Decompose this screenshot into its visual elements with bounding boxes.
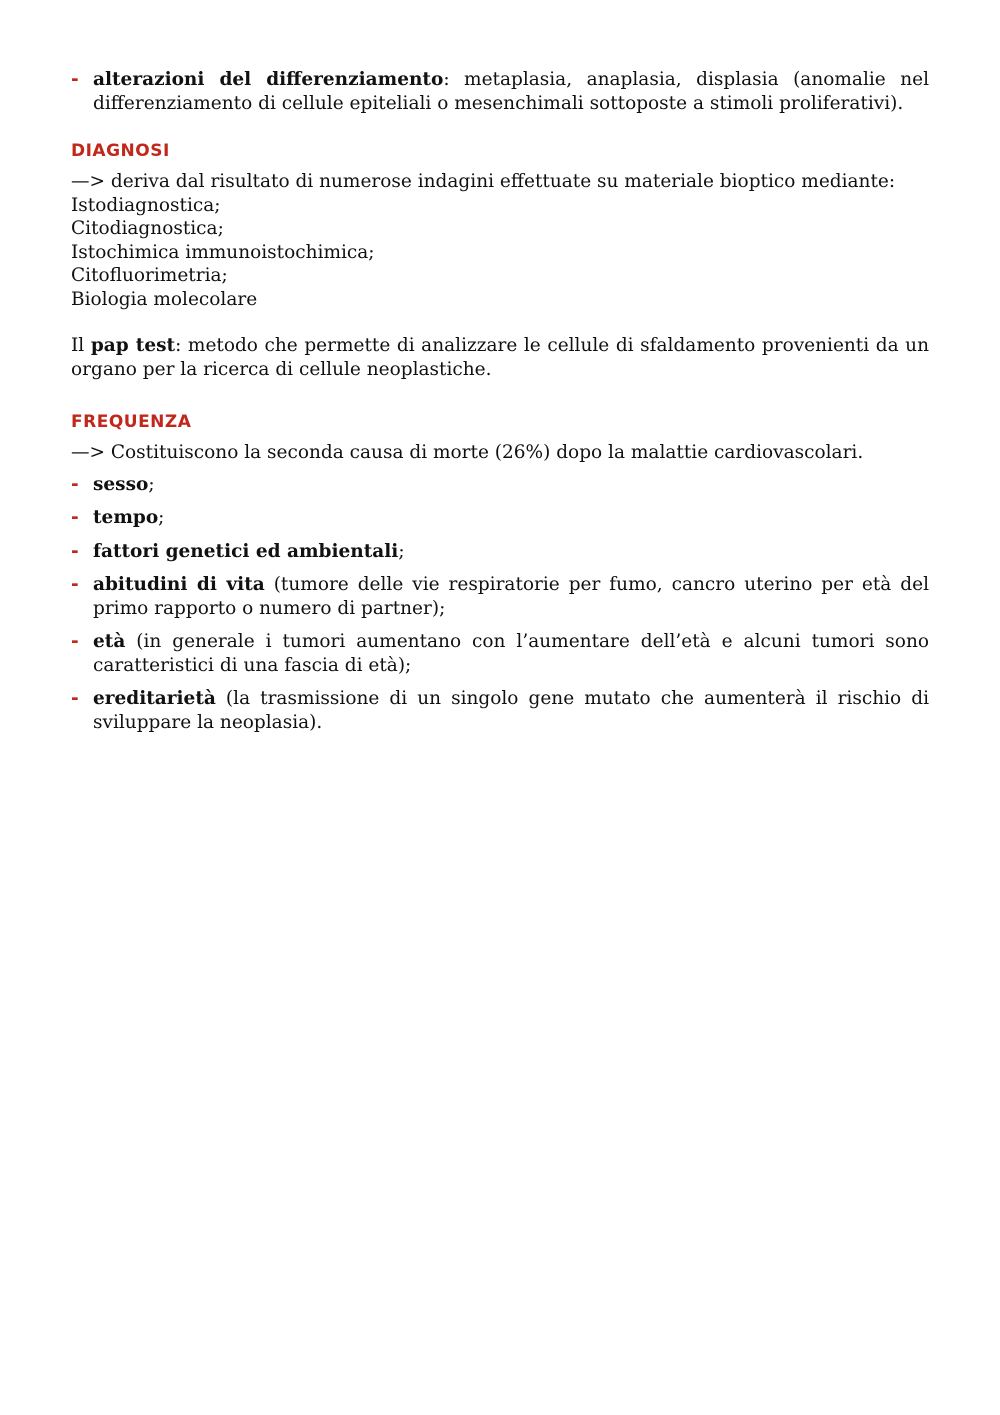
list-item-text: : metaplasia, anaplasia, displasia (anomalie nel differenziamento di cellule epiteliali o mesenchimali sottoposte a stimoli proliferativi). xyxy=(93,69,929,114)
pap-test-term: pap test xyxy=(90,335,176,356)
bullet-dash: - xyxy=(71,473,79,495)
diagnosi-method: Citofluorimetria; xyxy=(71,265,228,286)
bullet-dash: - xyxy=(71,69,79,90)
list-item-term: abitudini di vita xyxy=(93,574,265,595)
pap-test-paragraph xyxy=(71,334,929,381)
list-item xyxy=(71,473,929,497)
list-item-differentiation xyxy=(71,68,929,115)
list-item xyxy=(71,573,929,620)
list-item-text: ; xyxy=(158,507,165,528)
list-item-term: tempo xyxy=(93,507,159,528)
bullet-dash: - xyxy=(71,631,79,652)
section-heading-diagnosi: DIAGNOSI xyxy=(71,141,170,161)
list-item-term: fattori genetici ed ambientali xyxy=(93,540,399,562)
list-item-term: alterazioni del differenziamento xyxy=(93,69,444,90)
list-item xyxy=(71,506,929,530)
list-item-term: sesso xyxy=(93,473,149,495)
list-item-text: (in generale i tumori aumentano con l’aumentare dell’età e alcuni tumori sono caratteristici di una fascia di età); xyxy=(93,631,929,676)
list-item xyxy=(71,630,929,677)
pap-test-text: : metodo che permette di analizzare le cellule di sfaldamento provenienti da un organo per la ricerca di cellule neoplastiche. xyxy=(71,335,930,380)
diagnosi-method: Istodiagnostica; xyxy=(71,194,221,216)
list-item-text: (tumore delle vie respiratorie per fumo, cancro uterino per età del primo rapporto o numero di partner); xyxy=(93,574,929,619)
list-item-text: (la trasmissione di un singolo gene mutato che aumenterà il rischio di sviluppare la neoplasia). xyxy=(93,688,929,733)
bullet-dash: - xyxy=(71,574,79,595)
diagnosi-intro: —> deriva dal risultato di numerose indagini effettuate su materiale bioptico mediante: xyxy=(71,171,896,192)
bullet-dash: - xyxy=(71,540,79,562)
list-item-text: ; xyxy=(398,540,405,562)
section-heading-frequenza: FREQUENZA xyxy=(71,412,192,432)
diagnosi-method: Biologia molecolare xyxy=(71,288,258,310)
bullet-dash: - xyxy=(71,688,79,709)
list-item xyxy=(71,687,929,734)
list-item xyxy=(71,540,929,564)
frequenza-intro: —> Costituiscono la seconda causa di morte (26%) dopo la malattie cardiovascolari. xyxy=(71,442,864,463)
list-item-term: età xyxy=(93,631,126,652)
diagnosi-method: Istochimica immunoistochimica; xyxy=(71,241,375,263)
document-body xyxy=(71,68,929,744)
pap-prefix: Il xyxy=(71,335,91,356)
diagnosi-method: Citodiagnostica; xyxy=(71,218,224,239)
list-item-text: ; xyxy=(148,473,155,495)
bullet-dash: - xyxy=(71,507,79,528)
list-item-term: ereditarietà xyxy=(93,688,216,709)
